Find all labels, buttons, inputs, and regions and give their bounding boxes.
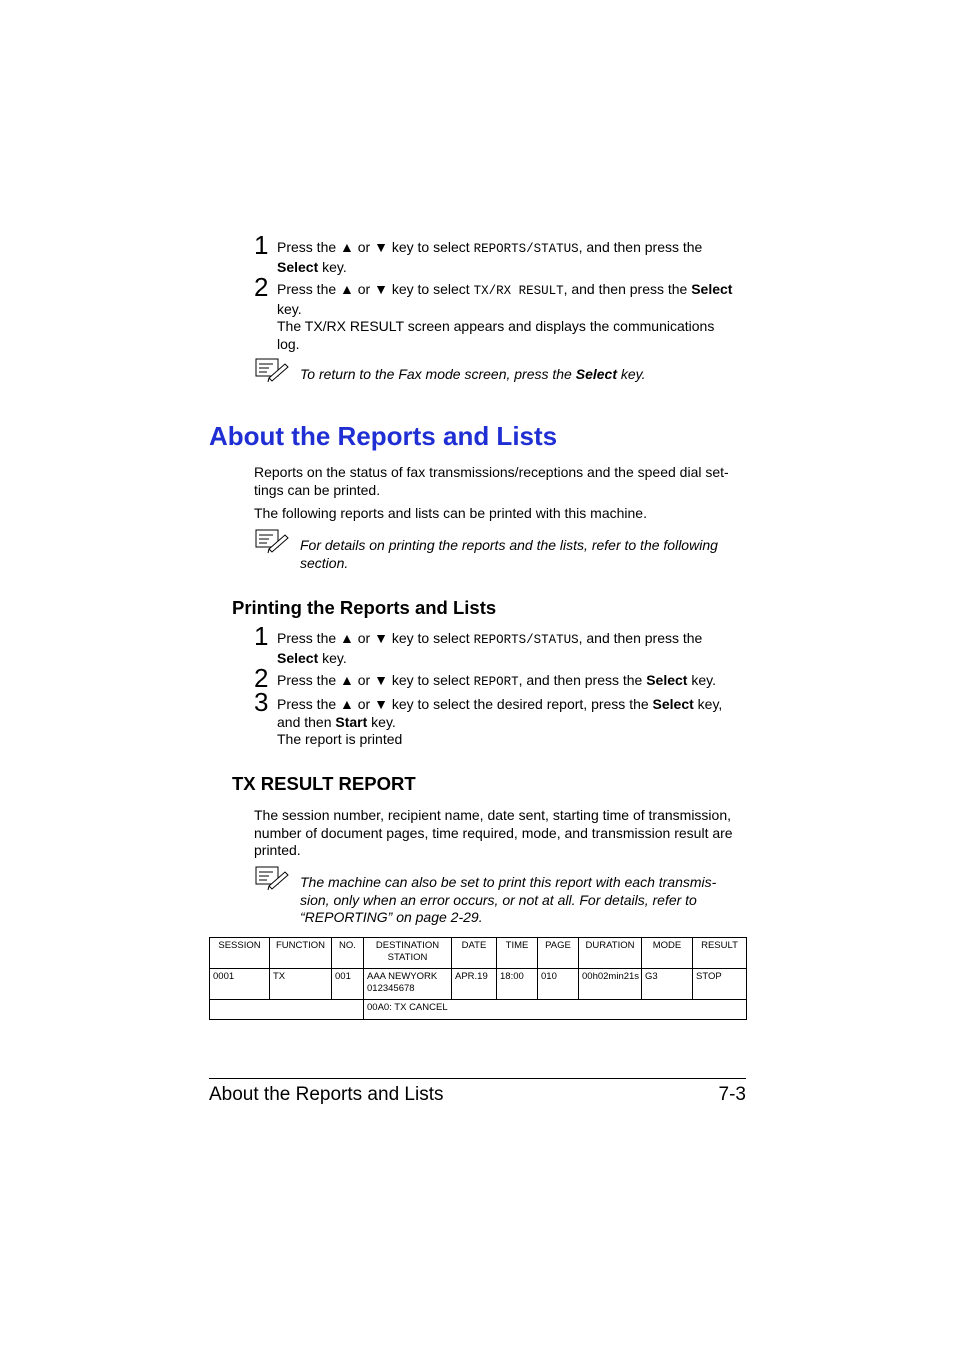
page-number: 7-3 <box>718 1084 746 1105</box>
table-header-cell: DESTINATION STATION <box>364 938 452 969</box>
subsection-heading: TX RESULT REPORT <box>232 773 416 794</box>
table-cell: 001 <box>332 969 364 1000</box>
section-title: About the Reports and Lists <box>209 421 558 451</box>
step-text: Press the ▲ or ▼ key to select REPORT, and then press the Select key. <box>277 672 716 689</box>
table-header-cell: FUNCTION <box>270 938 332 969</box>
table-cell: 0001 <box>210 969 270 1000</box>
table-header-row <box>210 938 747 969</box>
footer-divider <box>209 1078 746 1079</box>
table-header-cell: TIME <box>497 938 538 969</box>
note-text: To return to the Fax mode screen, press the Select key. <box>300 366 646 382</box>
table-row <box>210 1000 747 1020</box>
intro-paragraph: The following reports and lists can be printed with this machine. <box>254 505 647 521</box>
step-text: Press the ▲ or ▼ key to select REPORTS/STATUS, and then press the Select key. <box>277 630 703 666</box>
tx-result-report-table <box>209 937 747 1020</box>
subsection-heading: Printing the Reports and Lists <box>232 597 497 618</box>
table-cell: 010 <box>538 969 579 1000</box>
table-cell: APR.19 <box>452 969 497 1000</box>
table-header-cell: SESSION <box>210 938 270 969</box>
table-header-cell: PAGE <box>538 938 579 969</box>
table-cell: STOP <box>693 969 747 1000</box>
table-header-cell: MODE <box>642 938 693 969</box>
note-text: For details on printing the reports and the lists, refer to the following section. <box>300 537 718 571</box>
tx-paragraph: The session number, recipient name, date sent, starting time of transmission, number of document pages, time required, mode, and transmission result are printed. <box>254 807 733 858</box>
intro-paragraph: Reports on the status of fax transmissions/receptions and the speed dial set- tings can be printed. <box>254 464 729 498</box>
note-text: The machine can also be set to print this report with each transmis- sion, only when an error occurs, or not at all. For details, refer to “REPORTING” on page 2-29. <box>300 874 717 925</box>
step-text: Press the ▲ or ▼ key to select REPORTS/STATUS, and then press the Select key. <box>277 239 703 275</box>
table-header-cell: DURATION <box>579 938 642 969</box>
footer-section-title: About the Reports and Lists <box>209 1084 444 1105</box>
table-row <box>210 969 747 1000</box>
table-cell <box>210 1000 364 1020</box>
note-pencil-icon <box>255 358 289 384</box>
step-number: 2 <box>254 272 269 302</box>
step-text: Press the ▲ or ▼ key to select TX/RX RESULT, and then press the Select key. The TX/RX RESULT screen appears and displays the communications log. <box>277 281 733 352</box>
table-cell: AAA NEWYORK 012345678 <box>364 969 452 1000</box>
table-header-cell: DATE <box>452 938 497 969</box>
step-number: 1 <box>254 230 269 260</box>
table-cell: 00h02min21s <box>579 969 642 1000</box>
note-pencil-icon <box>255 529 289 555</box>
table-cell: G3 <box>642 969 693 1000</box>
table-header-cell: NO. <box>332 938 364 969</box>
table-cell: 18:00 <box>497 969 538 1000</box>
step-text: Press the ▲ or ▼ key to select the desired report, press the Select key, and then Start key. The report is printed <box>277 696 723 747</box>
table-header-cell: RESULT <box>693 938 747 969</box>
table-cell: TX <box>270 969 332 1000</box>
step-number: 3 <box>254 687 269 717</box>
step-number: 1 <box>254 621 269 651</box>
step-number: 2 <box>254 663 269 693</box>
note-pencil-icon <box>255 866 289 892</box>
error-code-cell: 00A0: TX CANCEL <box>364 1000 747 1020</box>
